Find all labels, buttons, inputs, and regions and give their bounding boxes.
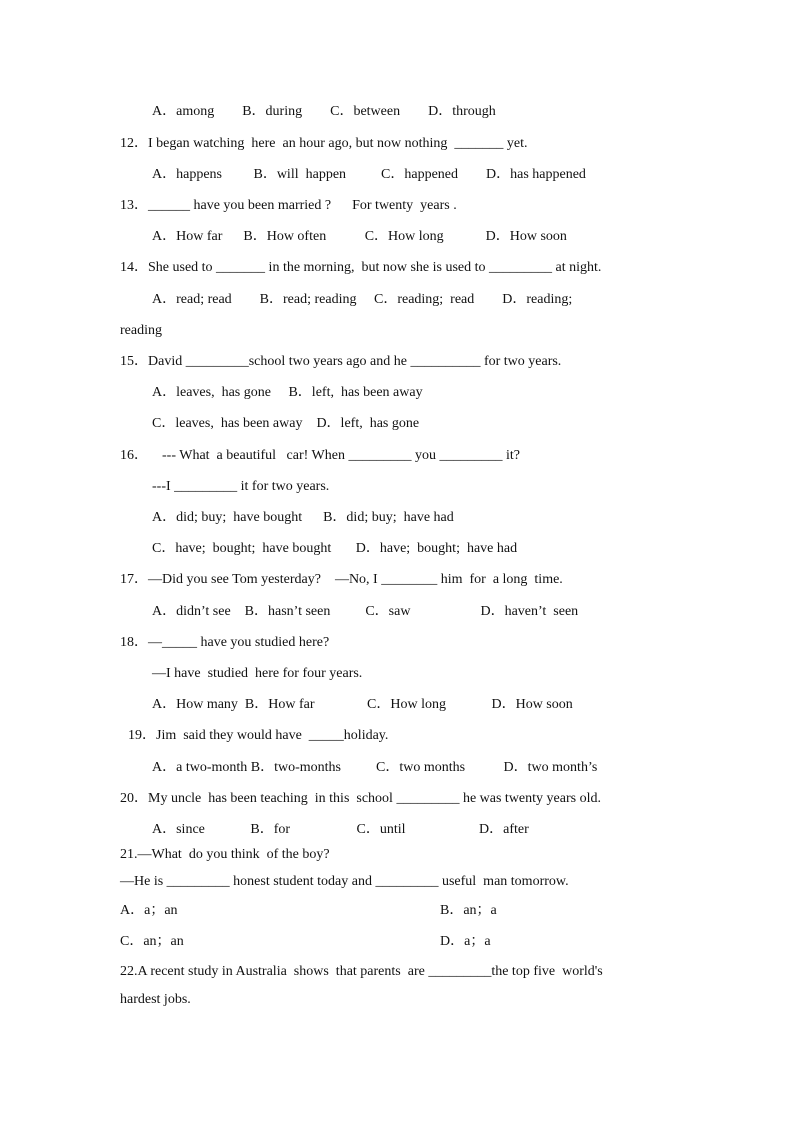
ln-29: D．a；a [440,934,491,949]
ln-14: C．have; bought; have bought D．have; bought; have had [152,541,518,556]
ln-16: A．didn’t see B．hasn’t seen C．saw D．haven’t seen [152,604,579,619]
ln-12: ---I _________ it for two years. [152,479,330,494]
ln-25: —He is _________ honest student today and _________ useful man tomorrow. [120,874,569,889]
ln-21: A．a two-month B．two-months C．two months D．two month’s [152,760,598,775]
ln-18: —I have studied here for four years. [152,666,363,681]
ln-17: 18．—_____ have you studied here? [120,635,330,650]
ln-0: A．among B．during C．between D．through [152,104,496,119]
ln-13: A．did; buy; have bought B．did; buy; have had [152,510,454,525]
ln-3: 13．______ have you been married ? For twenty years . [120,198,457,213]
ln-19: A．How many B．How far C．How long D．How soon [152,697,573,712]
ln-22: 20．My uncle has been teaching in this school _________ he was twenty years old. [120,791,601,806]
ln-11: 16． --- What a beautiful car! When _________ you _________ it? [120,448,520,463]
ln-8: 15．David _________school two years ago and he __________ for two years. [120,354,562,369]
ln-27: B．an；a [440,903,497,918]
ln-30: 22.A recent study in Australia shows that parents are _________the top five world's [120,964,603,979]
ln-4: A．How far B．How often C．How long D．How soon [152,229,567,244]
ln-5: 14．She used to _______ in the morning, but now she is used to _________ at night. [120,260,602,275]
ln-1: 12．I began watching here an hour ago, but now nothing _______ yet. [120,136,528,151]
ln-10: C．leaves, has been away D．left, has gone [152,416,420,431]
ln-20: 19．Jim said they would have _____holiday. [128,728,389,743]
ln-6: A．read; read B．read; reading C．reading; read D．reading; [152,292,573,307]
ln-9: A．leaves, has gone B．left, has been away [152,385,423,400]
ln-23: A．since B．for C．until D．after [152,822,529,837]
ln-26: A．a；an [120,903,178,918]
ln-24: 21.—What do you think of the boy? [120,847,330,862]
ln-28: C．an；an [120,934,184,949]
ln-7: reading [120,323,162,338]
ln-31: hardest jobs. [120,992,191,1007]
ln-2: A．happens B．will happen C．happened D．has happened [152,167,586,182]
ln-15: 17．—Did you see Tom yesterday? —No, I ________ him for a long time. [120,572,563,587]
